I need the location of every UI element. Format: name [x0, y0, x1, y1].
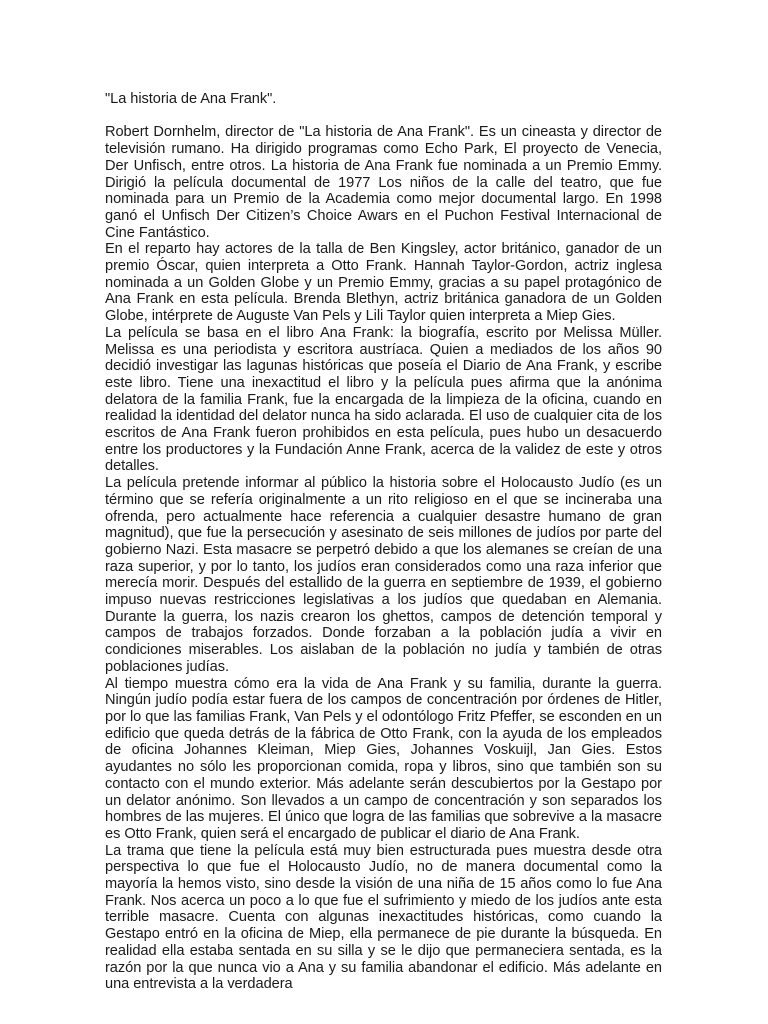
document-title: "La historia de Ana Frank". — [105, 91, 277, 107]
paragraph-plot: La trama que tiene la película está muy bien estructurada pues muestra desde otra perspectiva lo que fue el Holocausto Judío, no de manera documental como la mayoría la hemos visto, sino desde la visión de una niña de 15 años como lo fue Ana Frank. Nos acerca un poco a lo que fue el sufrimiento y miedo de los judíos ante esta terrible masacre. Cuenta con algunas inexactitudes históricas, como cuando la Gestapo entró en la oficina de Miep, ella permanece de pie durante la búsqueda. En realidad ella estaba sentada en su silla y se le dijo que permaneciera sentada, es la razón por la que nunca vio a Ana y su familia abandonar el edificio. Más adelante en una entrevista a la verdadera — [105, 842, 662, 993]
paragraph-cast: En el reparto hay actores de la talla de Ben Kingsley, actor británico, ganador de un premio Óscar, quien interpreta a Otto Frank. Hannah Taylor-Gordon, actriz inglesa nominada a un Golden Globe y un Premio Emmy, gracias a su papel protagónico de Ana Frank en esta película. Brenda Blethyn, actriz británica ganadora de un Golden Globe, intérprete de Auguste Van Pels y Lili Taylor quien interpreta a Miep Gies. — [105, 241, 662, 325]
blank-line — [105, 108, 662, 125]
paragraph-book: La película se basa en el libro Ana Frank: la biografía, escrito por Melissa Müller. Melissa es una periodista y escritora austríaca. Quien a mediados de los años 90 decidió investigar las lagunas históricas que poseía el Diario de Ana Frank, y escribe este libro. Tiene una inexactitud el libro y la película pues afirma que la anónima delatora de la familia Frank, fue la encargada de la limpieza de la oficina, cuando en realidad la identidad del delator nunca ha sido aclarada. El uso de cualquier cita de los escritos de Ana Frank fueron prohibidos en esta película, pues hubo un desacuerdo entre los productores y la Fundación Anne Frank, acerca de la validez de este y otros detalles. — [105, 324, 662, 475]
paragraph-holocaust: La película pretende informar al público la historia sobre el Holocausto Judío (es un término que se refería originalmente a un rito religioso en el que se incineraba una ofrenda, pero actualmente hace referencia a cualquier desastre humano de gran magnitud), que fue la persecución y asesinato de seis millones de judíos por parte del gobierno Nazi. Esta masacre se perpetró debido a que los alemanes se creían de una raza superior, y por lo tanto, los judíos eran considerados como una raza inferior que merecía morir. Después del estallido de la guerra en septiembre de 1939, el gobierno impuso nuevas restricciones legislativas a los judíos que quedaban en Alemania. Durante la guerra, los nazis crearon los ghettos, campos de detención temporal y campos de trabajos forzados. Donde forzaban a la población judía a vivir en condiciones miserables. Los aislaban de la población no judía y también de otras poblaciones judías. — [105, 475, 662, 675]
paragraph-family-life: Al tiempo muestra cómo era la vida de Ana Frank y su familia, durante la guerra. Ningún judío podía estar fuera de los campos de concentración por órdenes de Hitler, por lo que las familias Frank, Van Pels y el odontólogo Fritz Pfeffer, se esconden en un edificio que queda detrás de la fábrica de Otto Frank, con la ayuda de los empleados de oficina Johannes Kleiman, Miep Gies, Johannes Voskuijl, Jan Gies. Estos ayudantes no sólo les proporcionan comida, ropa y libros, sino que también son su contacto con el mundo exterior. Más adelante serán descubiertos por la Gestapo por un delator anónimo. Son llevados a un campo de concentración y son separados los hombres de las mujeres. El único que logra de las familias que sobrevive a la masacre es Otto Frank, quien será el encargado de publicar el diario de Ana Frank. — [105, 675, 662, 842]
document-body — [105, 91, 662, 993]
paragraph-director: Robert Dornhelm, director de "La historia de Ana Frank". Es un cineasta y director de televisión rumano. Ha dirigido programas como Echo Park, El proyecto de Venecia, Der Unfisch, entre otros. La historia de Ana Frank fue nominada a un Premio Emmy. Dirigió la película documental de 1977 Los niños de la calle del teatro, que fue nominada para un Premio de la Academia como mejor documental largo. En 1998 ganó el Unfisch Der Citizen’s Choice Awars en el Puchon Festival Internacional de Cine Fantástico. — [105, 124, 662, 241]
